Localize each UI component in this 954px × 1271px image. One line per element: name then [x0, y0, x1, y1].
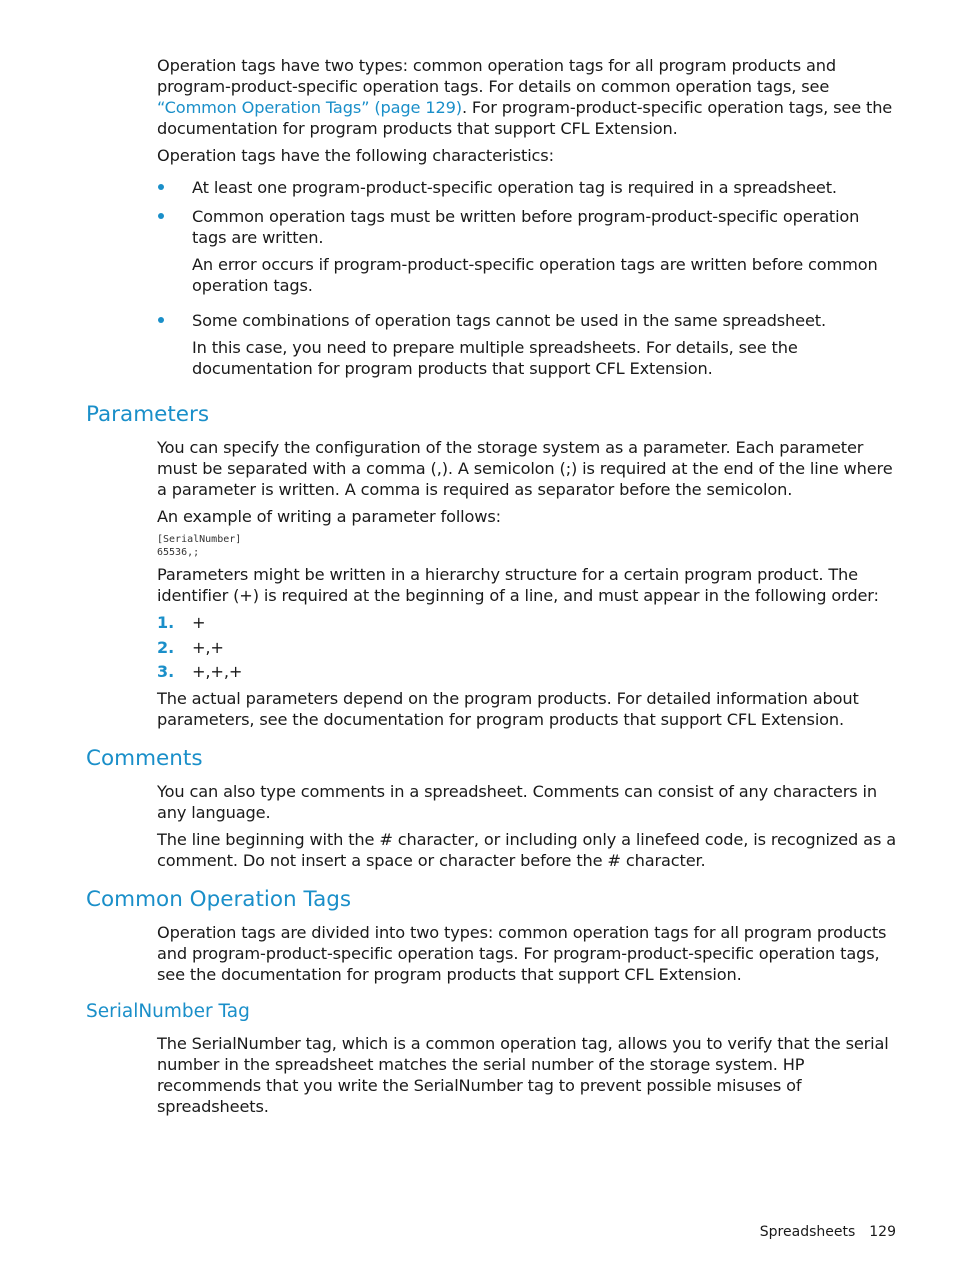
intro-p1-text-a: Operation tags have two types: common operation tags for all program products and program-product-specific operation tags. For details on common operation tags, see — [157, 56, 837, 96]
step-number: 2. — [157, 637, 175, 657]
intro-paragraph-1 — [157, 55, 897, 139]
serial-tag-paragraph: The SerialNumber tag, which is a common operation tag, allows you to verify that the serial number in the spreadsheet matches the serial number of the storage system. HP recommends that you write the SerialNumber tag to prevent possible misuses of spreadsheets. — [157, 1034, 889, 1116]
common-operation-tags-link[interactable]: “Common Operation Tags” (page 129) — [157, 98, 462, 117]
step-number: 1. — [157, 613, 175, 632]
code-line: [SerialNumber] — [157, 534, 242, 545]
page-number: 129 — [869, 1224, 896, 1240]
characteristics-list-2 — [157, 206, 897, 296]
step-text: +,+ — [192, 637, 224, 657]
parameters-paragraph-3: Parameters might be written in a hierarchy structure for a certain program product. The identifier (+) is required at the beginning of a line, and must appear in the following order: — [157, 565, 879, 605]
identifier-order-list — [157, 612, 242, 686]
characteristics-list-3 — [157, 310, 897, 379]
heading-comments: Comments — [86, 746, 203, 771]
common-tags-paragraph: Operation tags are divided into two types: common operation tags for all program products and program-product-specific operation tags. For program-product-specific operation tags, see the documentation for program products that support CFL Extension. — [157, 923, 887, 984]
bullet-text: Some combinations of operation tags cannot be used in the same spreadsheet. — [192, 311, 826, 330]
bullet-icon — [158, 213, 164, 219]
comments-paragraph-2: The line beginning with the # character, or including only a linefeed code, is recognized as a comment. Do not insert a space or character before the # character. — [157, 830, 896, 870]
list-item — [157, 177, 897, 198]
step-text: +,+,+ — [192, 662, 243, 681]
heading-parameters: Parameters — [86, 402, 210, 427]
list-item — [157, 310, 897, 379]
step-text: + — [192, 613, 206, 632]
step-number: 3. — [157, 662, 175, 681]
comments-paragraph-1: You can also type comments in a spreadsheet. Comments can consist of any characters in any language. — [157, 782, 877, 822]
bullet-note: An error occurs if program-product-specific operation tags are written before common operation tags. — [192, 255, 878, 295]
bullet-text: At least one program-product-specific operation tag is required in a spreadsheet. — [192, 178, 837, 197]
heading-serialnumber-tag: SerialNumber Tag — [86, 1001, 250, 1022]
code-line: 65536,; — [157, 546, 200, 558]
bullet-note: In this case, you need to prepare multiple spreadsheets. For details, see the documentation for program products that support CFL Extension. — [192, 338, 798, 378]
code-example — [157, 534, 241, 559]
parameters-paragraph-1: You can specify the configuration of the storage system as a parameter. Each parameter must be separated with a comma (,). A semicolon (;) is required at the end of the line where a parameter is written. A comma is required as separator before the semicolon. — [157, 438, 893, 499]
parameters-paragraph-4: The actual parameters depend on the program products. For detailed information about parameters, see the documentation for program products that support CFL Extension. — [157, 689, 859, 729]
intro-paragraph-2: Operation tags have the following characteristics: — [157, 146, 554, 165]
list-item — [157, 661, 242, 686]
characteristics-list — [157, 177, 897, 198]
list-item — [157, 612, 242, 637]
list-item — [157, 637, 242, 662]
heading-common-operation-tags: Common Operation Tags — [86, 887, 352, 912]
bullet-text: Common operation tags must be written before program-product-specific operation tags are written. — [192, 207, 860, 247]
intro-section — [157, 55, 897, 139]
bullet-icon — [158, 317, 164, 323]
bullet-icon — [158, 184, 164, 190]
parameters-paragraph-2: An example of writing a parameter follows: — [157, 507, 501, 526]
page-footer — [760, 1223, 896, 1241]
intro-p1-text-b: . For program-product-specific operation tags, see the documentation for program products that support CFL Extension. — [157, 98, 893, 138]
footer-section-title: Spreadsheets — [759, 1224, 856, 1240]
list-item — [157, 206, 897, 296]
